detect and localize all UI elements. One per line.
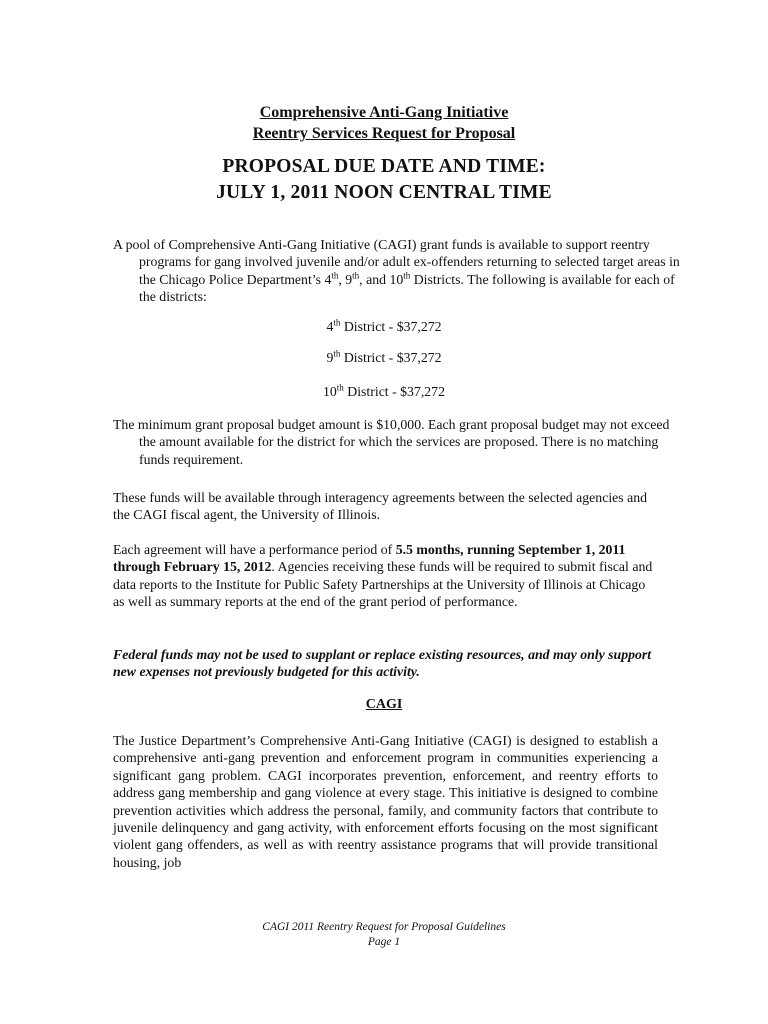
funds-availability-paragraph: These funds will be available through interagency agreements between the selected agencies and the CAGI fiscal agent, the University of Illinois. bbox=[113, 490, 648, 523]
agreement-text-a: Each agreement will have a performance period of bbox=[113, 542, 396, 557]
district-sup: th bbox=[336, 382, 344, 393]
district-line-9 bbox=[0, 350, 768, 366]
district-amount: District - $37,272 bbox=[340, 350, 442, 365]
intro-sup-a: th bbox=[331, 270, 339, 281]
district-number: 9 bbox=[326, 350, 334, 365]
minimum-budget-paragraph: The minimum grant proposal budget amount is $10,000. Each grant proposal budget may not exceed the amount available for the district for which the services are proposed. There is no matching funds requirement. bbox=[113, 417, 670, 467]
federal-funds-notice: Federal funds may not be used to supplant or replace existing resources, and may only support new expenses not previously budgeted for this activity. bbox=[113, 647, 652, 680]
intro-text-d: Districts. The following is available for each of the districts: bbox=[139, 271, 675, 305]
agreement-text-b: . Agencies receiving these funds will be required to submit fiscal and data reports to the Institute for Public Safety Partnerships at the University of Illinois at Chicago as well as summary reports at the end of the grant period of performance. bbox=[113, 559, 653, 610]
district-line-10 bbox=[0, 384, 768, 400]
intro-text-c: , and 10 bbox=[359, 271, 404, 287]
intro-sup-b: th bbox=[352, 270, 360, 281]
agreement-period-bold: 5.5 months, running September 1, 2011 through February 15, 2012 bbox=[113, 542, 626, 575]
footer-document-title: CAGI 2011 Reentry Request for Proposal Guidelines bbox=[262, 921, 506, 933]
intro-sup-c: th bbox=[403, 270, 411, 281]
district-amount: District - $37,272 bbox=[340, 319, 442, 334]
document-title-line-2: Reentry Services Request for Proposal bbox=[252, 125, 516, 142]
cagi-section-body: The Justice Department’s Comprehensive Anti-Gang Initiative (CAGI) is designed to establish a comprehensive anti-gang prevention and enforcement program in communities experiencing a significant gang problem. CAGI incorporates prevention, enforcement, and reentry efforts to address gang membership and gang violence at every stage. This initiative is designed to combine prevention activities which address the personal, family, and community factors that contribute to juvenile delinquency and gang activity, with enforcement efforts focusing on the most significant violent gang offenders, as well as with reentry assistance programs that will provide transitional housing, job bbox=[113, 733, 658, 870]
district-sup: th bbox=[333, 317, 341, 328]
page-footer bbox=[0, 920, 768, 950]
district-number: 10 bbox=[323, 384, 337, 399]
intro-paragraph bbox=[113, 236, 684, 306]
intro-text-b: , 9 bbox=[338, 271, 353, 287]
district-amount: District - $37,272 bbox=[343, 384, 445, 399]
district-line-4 bbox=[0, 319, 768, 335]
due-date-heading-line-2: JULY 1, 2011 NOON CENTRAL TIME bbox=[216, 182, 552, 203]
agreement-paragraph bbox=[113, 541, 658, 611]
cagi-section-heading: CAGI bbox=[365, 697, 403, 712]
footer-page-number: Page 1 bbox=[367, 936, 401, 948]
due-date-heading-line-1: PROPOSAL DUE DATE AND TIME: bbox=[222, 156, 546, 177]
intro-text-a: A pool of Comprehensive Anti-Gang Initiative (CAGI) grant funds is available to support reentry programs for gang involved juvenile and/or adult ex-offenders returning to selected target areas in the Chicago Police Department’s 4 bbox=[113, 237, 680, 287]
district-sup: th bbox=[333, 348, 341, 359]
document-title-line-1: Comprehensive Anti-Gang Initiative bbox=[259, 104, 509, 121]
district-number: 4 bbox=[326, 319, 334, 334]
